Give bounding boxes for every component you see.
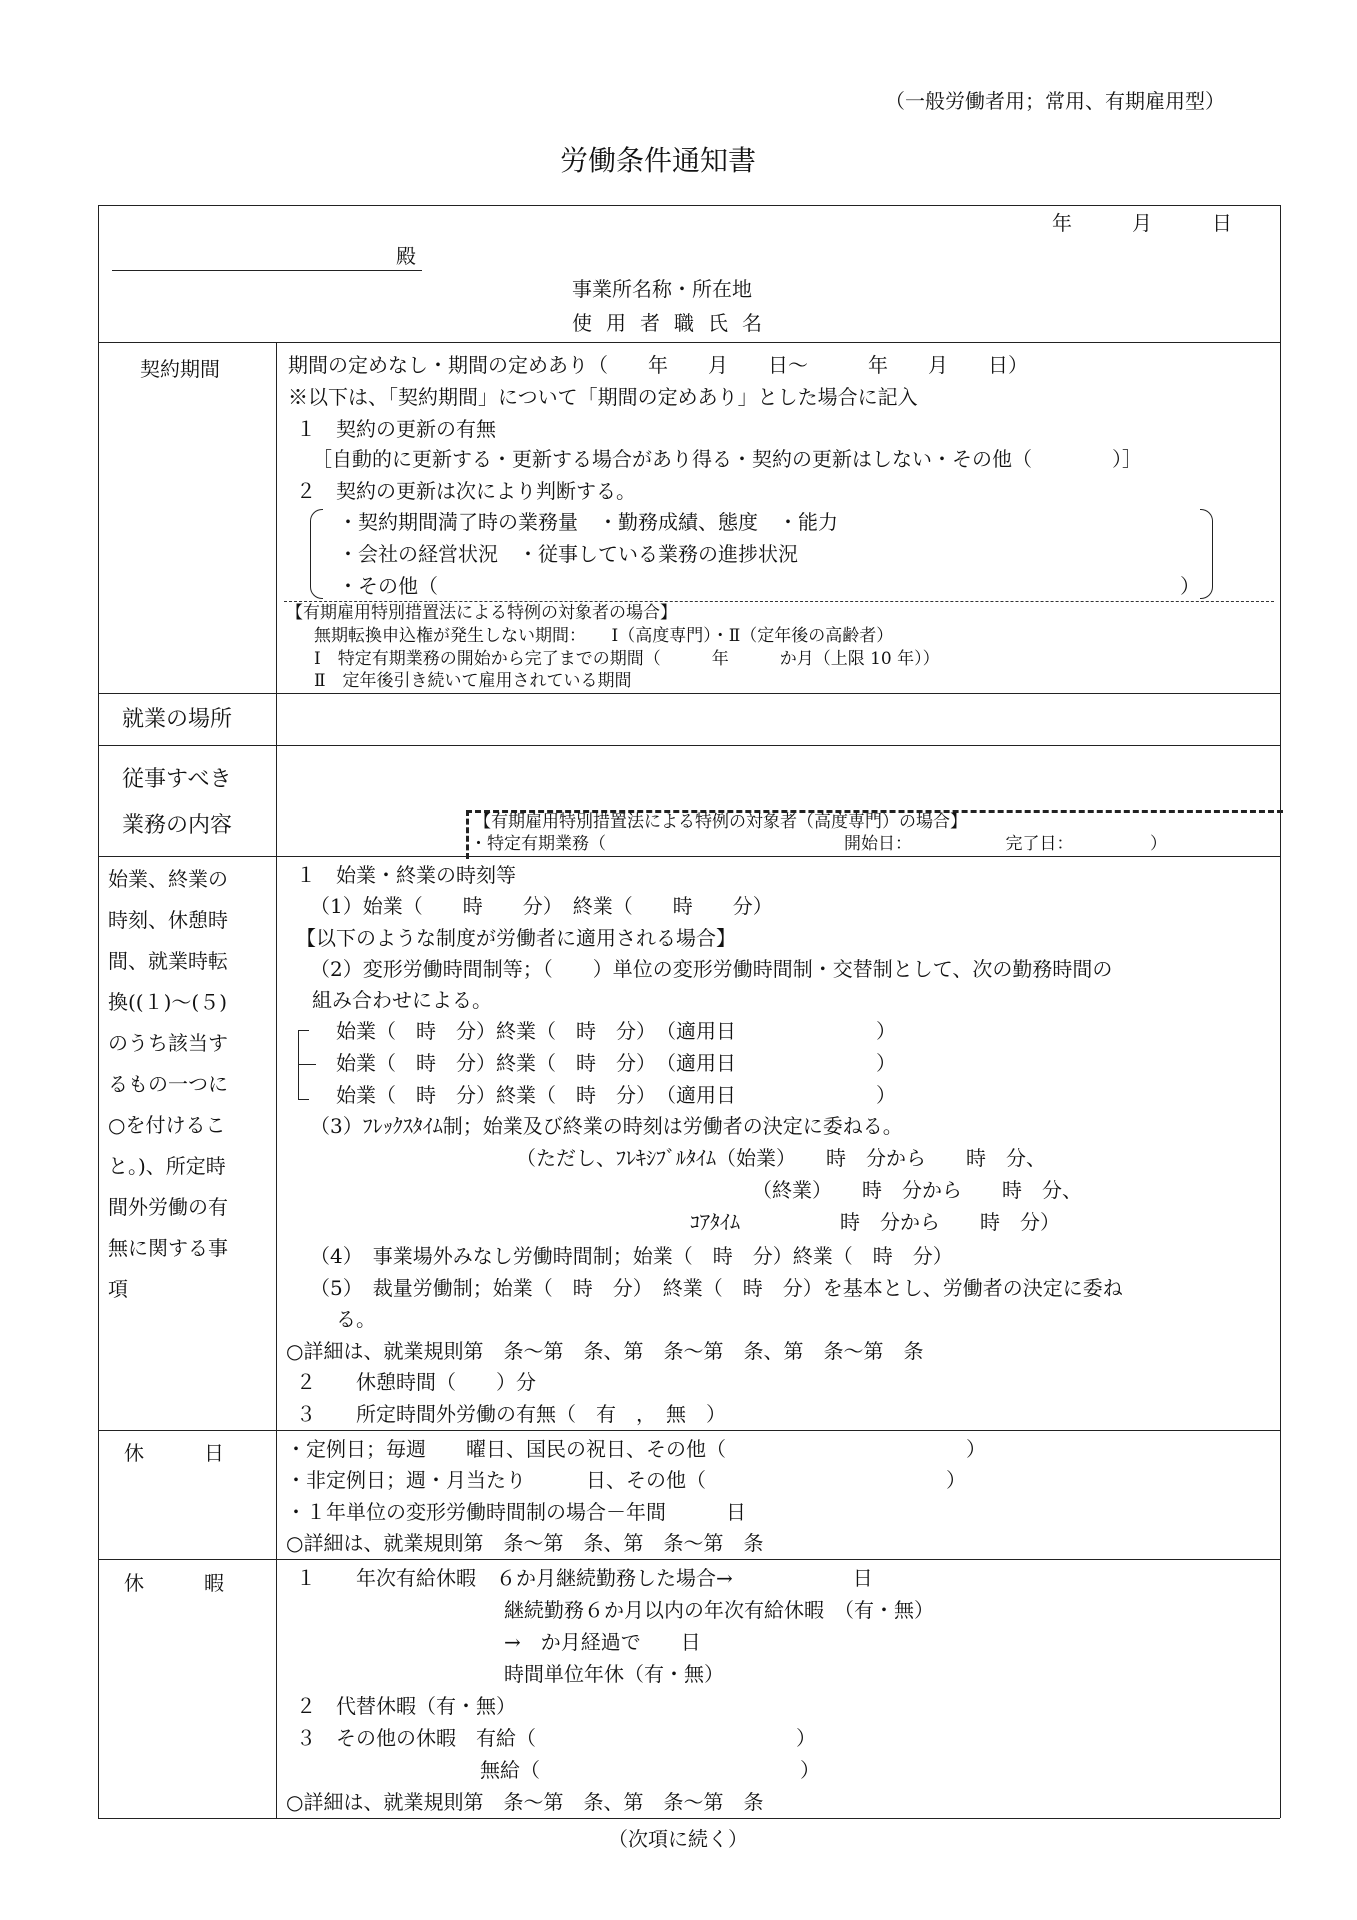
hours-line: 組み合わせによる。 [312,988,492,1012]
hours-line: （5） 裁量労働制；始業（ 時 分） 終業（ 時 分）を基本とし、労働者の決定に委ね [310,1276,1123,1300]
shift-bracket [298,1030,309,1100]
contract-period-line: 期間の定めなし・期間の定めあり（ 年 月 日～ 年 月 日） [288,353,1028,377]
leave-line: ２ 代替休暇（有・無） [296,1694,516,1718]
renewal-heading: １ 契約の更新の有無 [296,417,496,441]
holiday-line: ・１年単位の変形労働時間制の場合－年間 日 [286,1500,746,1524]
leave-line: 継続勤務６か月以内の年次有給休暇 （有・無） [504,1598,934,1622]
criteria-item: ・会社の経営状況 ・従事している業務の進捗状況 [338,542,798,566]
holiday-line: ○詳細は、就業規則第 条～第 条、第 条～第 条 [286,1531,764,1555]
leave-label: 休 暇 [124,1571,224,1595]
hours-line: 【以下のような制度が労働者に適用される場合】 [296,926,736,950]
holidays-label: 休 日 [124,1441,224,1465]
hours-line: （4） 事業場外みなし労働時間制；始業（ 時 分）終業（ 時 分） [310,1244,953,1268]
hours-detail: ○詳細は、就業規則第 条～第 条、第 条～第 条、第 条～第 条 [286,1339,924,1363]
break-time: ２ 休憩時間（ ）分 [296,1370,536,1394]
leave-line: 時間単位年休（有・無） [504,1662,724,1686]
leave-line: 無給（ ） [480,1758,820,1782]
continued-note: （次項に続く） [608,1827,748,1851]
hours-line: （2）変形労働時間制等；（ ）単位の変形労働時間制・交替制として、次の勤務時間の [310,957,1113,981]
hours-line: （3）ﾌﾚｯｸｽﾀｲﾑ制；始業及び終業の時刻は労働者の決定に委ねる。 [310,1114,903,1138]
shift-line: 始業（ 時 分）終業（ 時 分） （適用日 ） [336,1019,896,1043]
contract-period-label: 契約期間 [140,357,220,381]
criteria-left-brace [310,509,323,599]
criteria-right-brace [1200,509,1213,599]
hours-line: （1）始業（ 時 分） 終業（ 時 分） [310,894,773,918]
holiday-line: ・非定例日；週・月当たり 日、その他（ ） [286,1468,966,1492]
hours-line: １ 始業・終業の時刻等 [296,863,516,887]
special-line: 無期転換申込権が発生しない期間： Ⅰ（高度専門）・Ⅱ（定年後の高齢者） [314,626,894,646]
duties-special-title: 【有期雇用特別措置法による特例の対象者（高度専門）の場合】 [474,812,967,832]
workplace-label: 就業の場所 [122,707,233,732]
duties-label: 従事すべき [122,767,232,792]
special-line: Ⅱ 定年後引き続いて雇用されている期間 [314,671,632,691]
overtime: ３ 所定時間外労働の有無（ 有 ， 無 ） [296,1402,726,1426]
flex-line: ｺｱﾀｲﾑ 時 分から 時 分） [690,1210,1060,1234]
criteria-item: ・契約期間満了時の業務量 ・勤務成績、態度 ・能力 [338,510,838,534]
date-field: 年 月 日 [1052,211,1232,235]
special-title: 【有期雇用特別措置法による特例の対象者の場合】 [286,603,677,623]
renewal-criteria-heading: ２ 契約の更新は次により判断する。 [296,479,636,503]
criteria-item: ・その他（ [338,574,438,598]
shift-line: 始業（ 時 分）終業（ 時 分） （適用日 ） [336,1083,896,1107]
special-divider [284,601,1274,602]
hours-line: る。 [336,1307,376,1331]
document-title: 労働条件通知書 [560,144,757,177]
addressee-suffix: 殿 [396,244,416,268]
contract-note: ※以下は、「契約期間」について「期間の定めあり」とした場合に記入 [288,385,918,409]
addressee-blank [112,270,422,271]
leave-line: １ 年次有給休暇 ６か月継続勤務した場合→ 日 [296,1566,873,1590]
leave-line: → か月経過で 日 [504,1630,701,1654]
leave-detail: ○詳細は、就業規則第 条～第 条、第 条～第 条 [286,1790,764,1814]
employer-name-label: 使用者職氏名 [572,311,776,335]
duties-label: 業務の内容 [122,813,233,838]
duties-special-line: ・特定有期業務（ 開始日： 完了日： ） [470,834,1167,854]
employer-address-label: 事業所名称・所在地 [572,277,752,301]
special-line: Ⅰ 特定有期業務の開始から完了までの期間（ 年 か月（上限 10 年）） [314,649,940,669]
criteria-close: ） [1180,574,1200,598]
flex-line: （終業） 時 分から 時 分、 [752,1178,1082,1202]
holiday-line: ・定例日；毎週 曜日、国民の祝日、その他（ ） [286,1437,986,1461]
shift-line: 始業（ 時 分）終業（ 時 分） （適用日 ） [336,1051,896,1075]
form-type-label: （一般労働者用；常用、有期雇用型） [885,89,1225,113]
flex-line: （ただし、ﾌﾚｷｼﾌﾞﾙﾀｲﾑ（始業） 時 分から 時 分、 [516,1146,1046,1170]
renewal-options: ［自動的に更新する・更新する場合があり得る・契約の更新はしない・その他（ ）］ [312,447,1142,471]
leave-line: ３ その他の休暇 有給（ ） [296,1726,816,1750]
